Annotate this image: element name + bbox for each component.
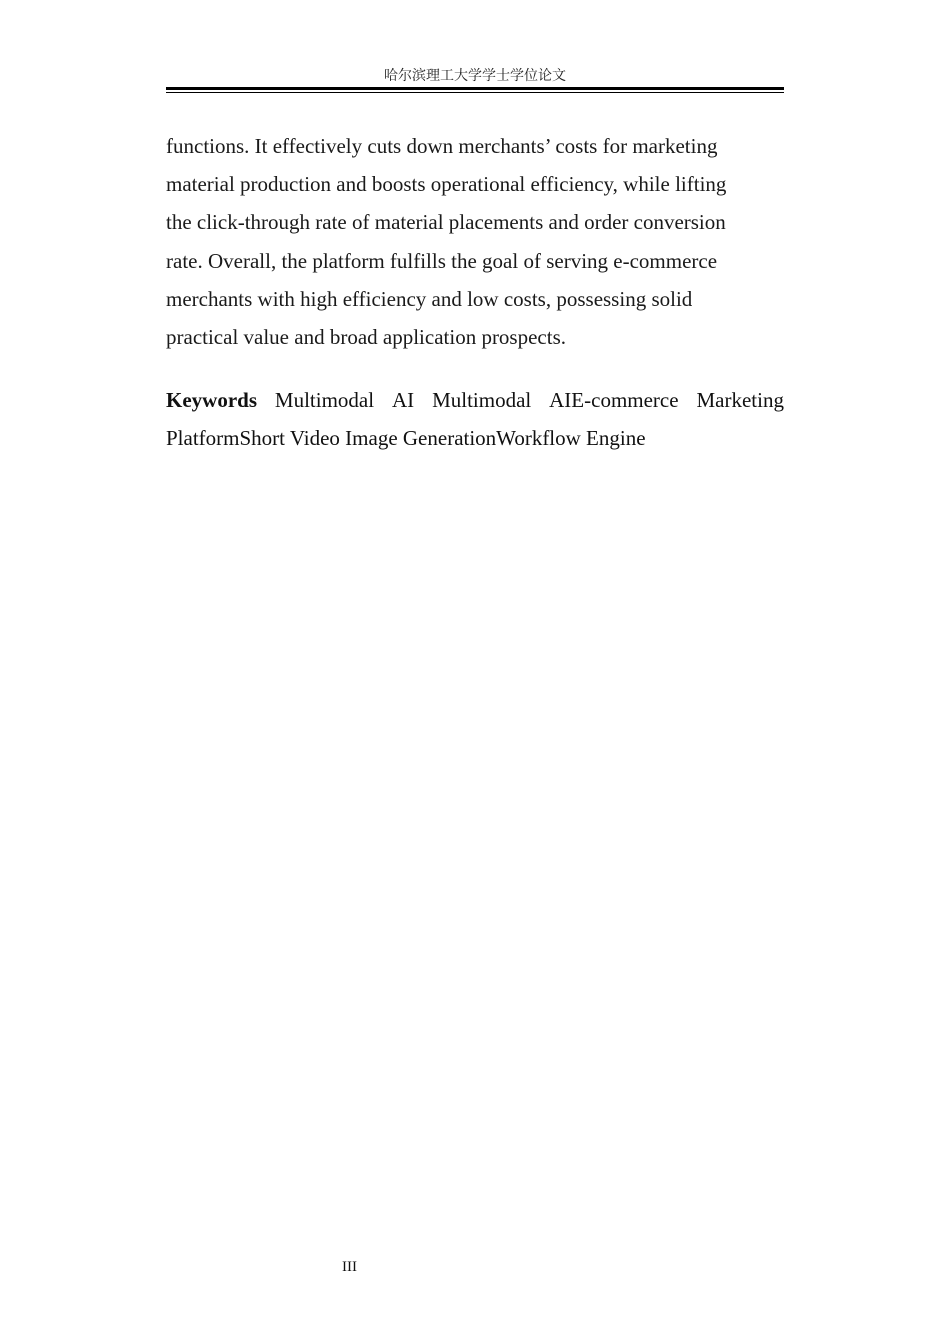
paragraph-line: material production and boosts operational efficiency, while lifting bbox=[166, 172, 727, 196]
keyword-word: Marketing bbox=[696, 388, 784, 412]
paragraph-line: rate. Overall, the platform fulfills the goal of serving e-commerce bbox=[166, 249, 718, 273]
keyword-word: AI bbox=[391, 388, 415, 412]
paragraph-line: functions. It effectively cuts down merchants’ costs for marketing bbox=[166, 134, 718, 158]
paragraph-line: the click-through rate of material placements and order conversion bbox=[166, 210, 726, 234]
keywords-label: Keywords bbox=[166, 388, 257, 412]
keywords-continuation: PlatformShort Video Image GenerationWorkflow Engine bbox=[166, 426, 646, 450]
header-rule-thin bbox=[166, 92, 784, 93]
paragraph-line: practical value and broad application prospects. bbox=[166, 325, 567, 349]
keywords-line bbox=[166, 388, 784, 412]
page-number: III bbox=[342, 1259, 357, 1275]
keyword-word: AIE-commerce bbox=[549, 388, 679, 412]
header-rule-thick bbox=[166, 87, 784, 90]
running-header-title: 哈尔滨理工大学学士学位论文 bbox=[384, 68, 566, 84]
keyword-word: Multimodal bbox=[432, 388, 532, 412]
keyword-word: Multimodal bbox=[274, 388, 375, 412]
paragraph-line: merchants with high efficiency and low costs, possessing solid bbox=[166, 287, 693, 311]
